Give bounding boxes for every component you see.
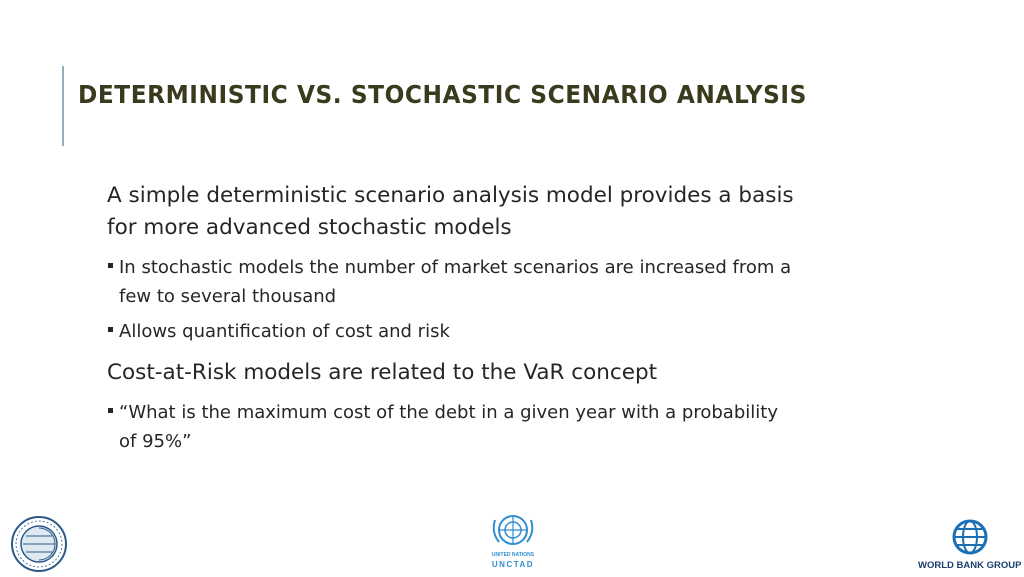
level2-line: few to several thousand bbox=[119, 286, 337, 307]
imf-seal-logo bbox=[10, 515, 68, 573]
slide-title: DETERMINISTIC VS. STOCHASTIC SCENARIO ANALYSIS bbox=[78, 80, 807, 109]
world-bank-logo bbox=[918, 518, 1022, 576]
level2-line: “What is the maximum cost of the debt in a given year with a probability bbox=[119, 402, 778, 423]
level2-line: In stochastic models the number of market scenarios are increased from a bbox=[119, 257, 792, 278]
globe-icon bbox=[950, 518, 990, 556]
level1-line: Cost-at-Risk models are related to the VaR concept bbox=[107, 360, 658, 385]
bullet-icon bbox=[108, 327, 113, 332]
level1-line: for more advanced stochastic models bbox=[107, 215, 512, 240]
level1-line: A simple deterministic scenario analysis model provides a basis bbox=[107, 183, 794, 208]
level2-line: of 95%” bbox=[119, 431, 192, 452]
title-accent-line bbox=[62, 66, 64, 146]
unctad-logo bbox=[487, 510, 539, 576]
world-bank-label: WORLD BANK GROUP bbox=[918, 560, 1022, 571]
bullet-icon bbox=[108, 263, 113, 268]
un-label: UNITED NATIONS bbox=[491, 552, 535, 558]
un-emblem-icon bbox=[487, 510, 539, 550]
unctad-label: UNCTAD bbox=[491, 560, 535, 569]
level2-line: Allows quantification of cost and risk bbox=[119, 321, 450, 342]
bullet-icon bbox=[108, 408, 113, 413]
